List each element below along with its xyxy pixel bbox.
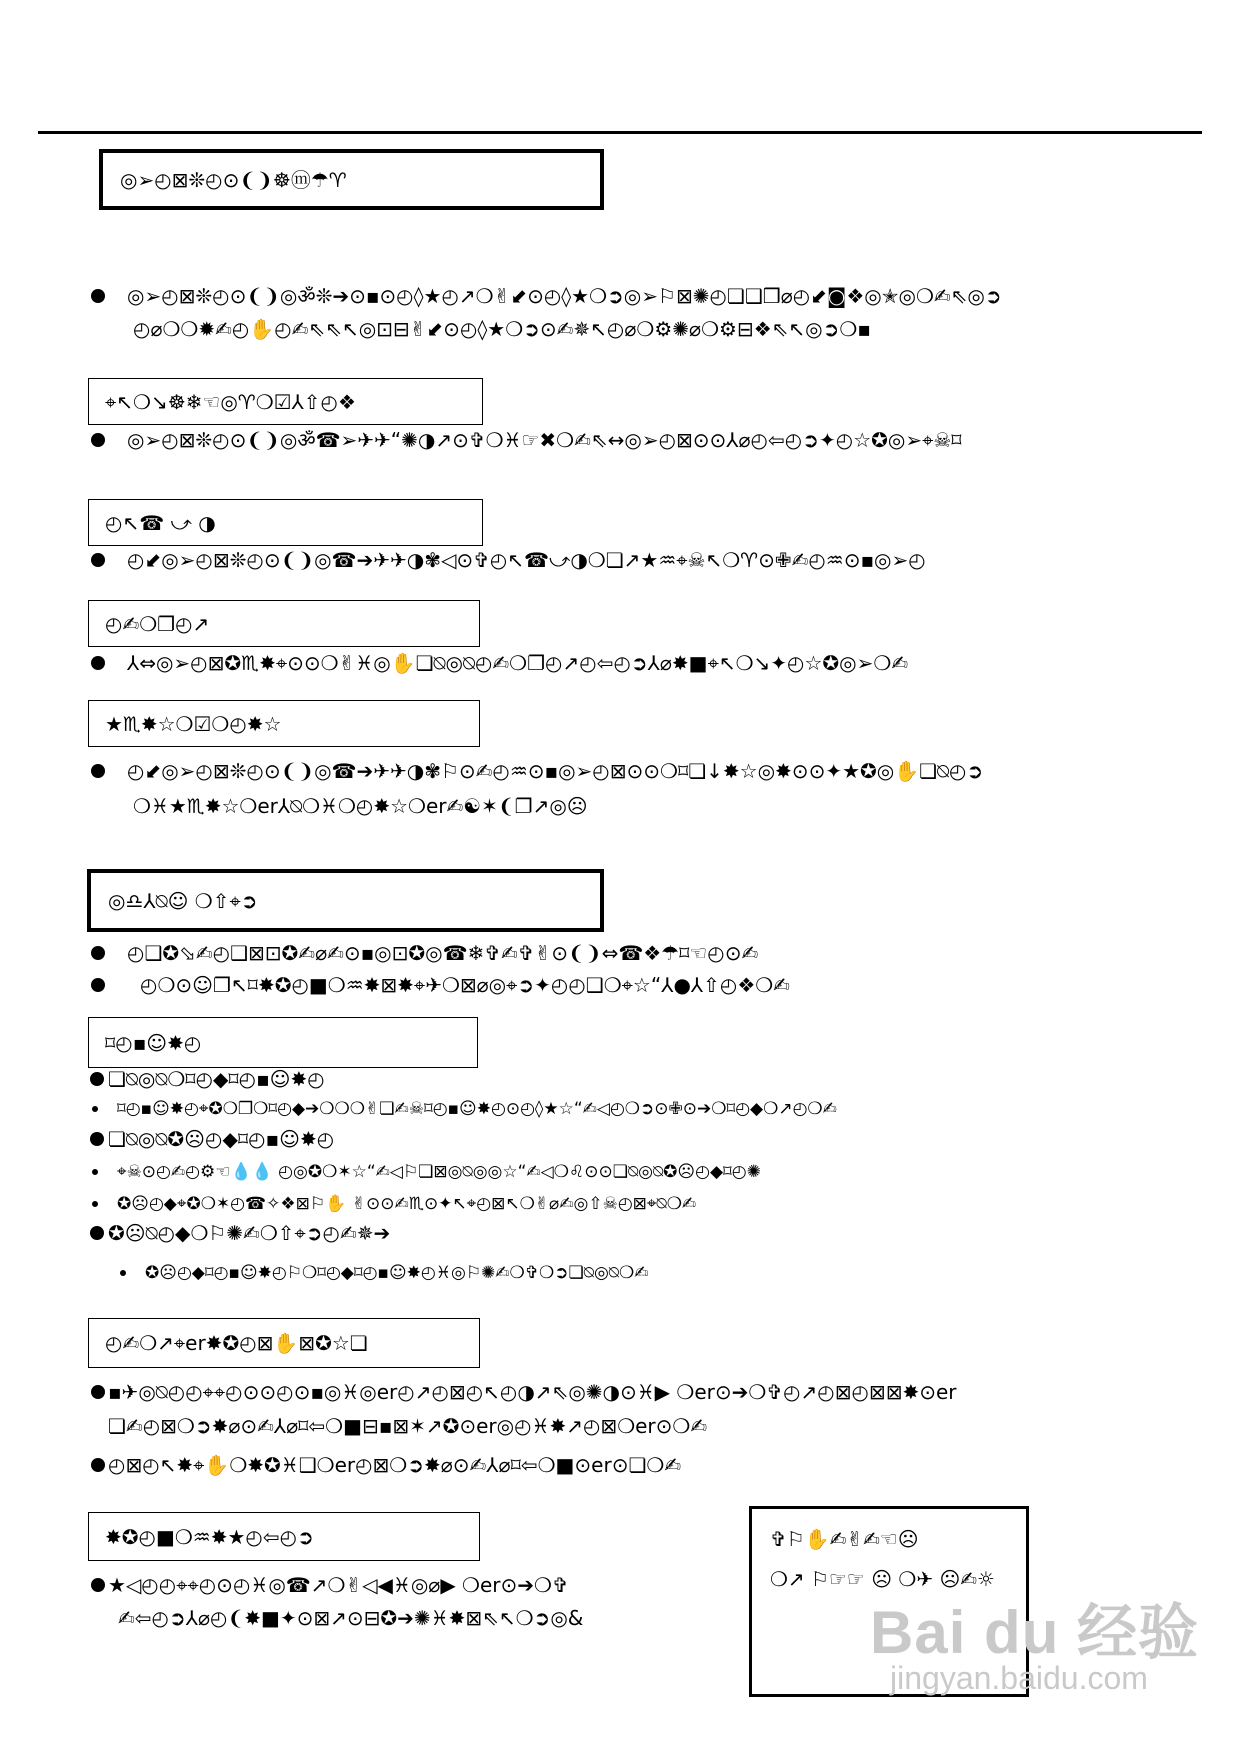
paragraph-line: ◎➢◴⊠❊◴⊙❨❩◎ॐ☎➢✈✈“✺◑↗⊙✞❍♓☞✖❍✍⇖↔◎➢◴⊠⊙⊙⅄⌀◴⇦◴➲✦◴☆✪◎➢⌖☠⌑ <box>127 428 962 452</box>
bullet <box>91 946 105 960</box>
paragraph-line: ◴⬋◎➢◴⊠❊◴⊙❨❩◎☎➔✈✈◑✾◁⊙✞◴↖☎⤻◑❍❏↗★♒⌖☠↖❍♈⊙✙✍◴♒⊙▪◎➢◴ <box>127 548 926 572</box>
section-heading-box <box>88 499 483 546</box>
aside-row: ✞⚐✋✍✌✍☜☹ <box>770 1527 919 1551</box>
bullet <box>91 1458 105 1472</box>
paragraph-line: ◴⊠◴↖✸⌖✋❍✸✪♓❑❍er◴⊠❍➲✸⌀⊙✍⅄⌀⌑⇦❍■⊙er⊙❏❍✍ <box>108 1453 682 1477</box>
list-item: ❏⍉◎⍉✪☹◴◆⌑◴▪☺✸◴ <box>108 1127 335 1151</box>
section-heading: ✸✪◴■❍♒✸★◴⇦◴➲ <box>105 1524 314 1549</box>
bullet <box>91 1385 105 1399</box>
section-title-box <box>87 869 604 932</box>
paragraph-line: ✍⇦◴➲⅄⌀◴❨✸■✦⊙⊠↗⊙⊟✪➔✺♓✸⊠⇖↖❍➲◎& <box>118 1606 584 1630</box>
main-title: ◎➢◴⊠❊◴⊙❨❩☸ⓜ☂♈ <box>120 167 347 192</box>
bullet <box>91 553 105 567</box>
sub-bullet <box>92 1201 98 1207</box>
list-item: ✪☹◴◆⌖✪❍✶◴☎✧❖⊠⚐✋ ✌⊙⊙✍♏⊙✦↖⌖◴⊠↖❍✌⌀✍◎⇧☠◴⊠⌖⍉❍✍ <box>117 1194 697 1214</box>
paragraph-line: ❍♓★♏✸☆❍er⅄⍉❍♓❍◴✸☆❍er✍☯✶❨❐↗◎☹ <box>133 794 588 818</box>
section-heading: ◴✍❍↗⌖er✸✪◴⊠✋⊠✪☆❏ <box>105 1331 368 1355</box>
paragraph-line: ★◁◴◴⌖⌖◴⊙◴♓◎☎↗❍✌◁◀♓◎⌀▶ ❍er⊙➔❍✞ <box>108 1573 569 1597</box>
bullet <box>90 1226 104 1240</box>
list-item: ✪☹⍉◴◆❍⚐✺✍❍⇧⌖➲◴✍✵➔ <box>108 1221 391 1245</box>
paragraph-line: ◎➢◴⊠❊◴⊙❨❩◎ॐ❊➔⊙▪⊙◴◊★◴↗❍✌⬋⊙◴◊★❍➲◎➢⚐⊠✺◴❏❑❒⌀◴⬋◙❖◎✭◎❍✍⇖◎➲ <box>127 284 1002 308</box>
paragraph-line: ◴⬋◎➢◴⊠❊◴⊙❨❩◎☎➔✈✈◑✾⚐⊙✍◴♒⊙▪◎➢◴⊠⊙⊙❍⌑❏↓✸☆◎✸⊙⊙✦★✪◎✋❏⍉◴➲ <box>127 759 984 783</box>
list-item: ❏⍉◎⍉❍⌑◴◆⌑◴▪☺✸◴ <box>108 1067 325 1091</box>
section-heading-box <box>88 378 483 425</box>
section-heading: ◴↖☎ ⤻ ◑ <box>105 510 216 535</box>
section-heading-box <box>88 1512 480 1561</box>
section-heading-box <box>88 1318 480 1368</box>
paragraph-line: ◴❍⊙☺❐↖⌑✸✪◴■❍♒✸⊠✸⌖✈❍⊠⌀◎⌖➲✦◴◴❑❍⌖☆“⅄●⅄⇧◴❖❍✍ <box>140 973 790 997</box>
bullet <box>91 1578 105 1592</box>
section-heading-box <box>88 700 480 747</box>
sub-bullet <box>120 1270 126 1276</box>
section-heading: ⌖↖❍↘☸❄☜◎♈❍☑⅄⇧◴❖ <box>105 389 356 414</box>
paragraph-line: ❏✍◴⊠❍➲✸⌀⊙✍⅄⌀⌑⇦❍■⊟▪⊠✶↗✪⊙er◎◴♓✸↗◴⊠❍er⊙❍✍ <box>108 1414 708 1438</box>
bullet <box>91 289 105 303</box>
section-heading: ★♏✸☆❍☑❍◴✸☆ <box>105 711 282 736</box>
bullet <box>91 978 105 992</box>
section-heading: ◴✍❍❐◴↗ <box>105 611 210 636</box>
list-item: ✪☹◴◆⌑◴▪☺✸◴⚐❍⌑◴◆⌑◴▪☺✸◴♓◎⚐✺✍❍✞❍➲❏⍉◎⍉❍✍ <box>145 1263 649 1283</box>
paragraph-line: ▪✈◎⍉◴◴⌖⌖◴⊙⊙◴⊙▪◎♓◎er◴↗◴⊠◴↖◴◑↗⇖◎✺◑⊙♓▶ ❍er⊙➔❍✞◴↗◴⊠◴⊠⊠✸⊙er <box>108 1380 957 1404</box>
section-heading: ⌑◴▪☺✸◴ <box>105 1030 202 1055</box>
bullet <box>91 656 105 670</box>
bullet <box>91 433 105 447</box>
paragraph-line: ⅄⇔◎➢◴⊠✪♏✸⌖⊙⊙❍✌♓◎✋❏⍉◎⍉◴✍❍❐◴↗◴⇦◴➲⅄⌀✸■⌖↖❍↘✦◴☆✪◎➢❍✍ <box>127 651 909 675</box>
sub-bullet <box>92 1106 98 1112</box>
sub-bullet <box>92 1169 98 1175</box>
list-item: ⌖☠⊙◴✍◴⚙☜💧💧 ◴◎✪❍✶☆“✍◁⚐❏⊠◎⍉◎◎☆“✍◁❍♌⊙⊙❏⍉◎⍉✪☹◴◆⌑◴✺ <box>117 1162 761 1182</box>
top-rule <box>38 131 1202 134</box>
paragraph-line: ◴⌀❍❍✹✍◴✋◴✍⇖⇖↖◎⊡⊟✌⬋⊙◴◊★❍➲⊙✍✵↖◴⌀❍⚙✺⌀❍⚙⊟❖⇖↖◎➲❍▪ <box>133 317 871 341</box>
section-title: ◎♎⅄⍉☺ ❍⇧⌖➲ <box>108 888 258 913</box>
section-heading-box <box>88 600 480 647</box>
aside-row: ❍↗ ⚐☞☞ ☹ ❍✈ ☹✍☼ <box>770 1567 995 1591</box>
bullet <box>90 1072 104 1086</box>
main-title-box <box>99 149 604 210</box>
bullet <box>90 1132 104 1146</box>
section-heading-box <box>88 1017 478 1068</box>
paragraph-line: ◴❑✪⬂✍◴❑⊠⊡✪✍⌀✍⊙▪◎⊡✪◎☎❄✞✍✞✌⊙❨❩⇔☎❖☂⌑☜◴⊙✍ <box>127 941 759 965</box>
list-item: ⌑◴▪☺✸◴⌖✪❍❐❍⌑◴◆➔❍❍❍✌❏✍☠⌑◴▪☺✸◴⊙◴◊★☆“✍◁◴❍➲⊙✙⊙➔❍⌑◴◆❍↗◴❍✍ <box>117 1099 837 1119</box>
bullet <box>91 764 105 778</box>
watermark-url: jingyan.baidu.com <box>890 1660 1148 1696</box>
watermark-logo: Bai du 经验 <box>870 1599 1200 1666</box>
